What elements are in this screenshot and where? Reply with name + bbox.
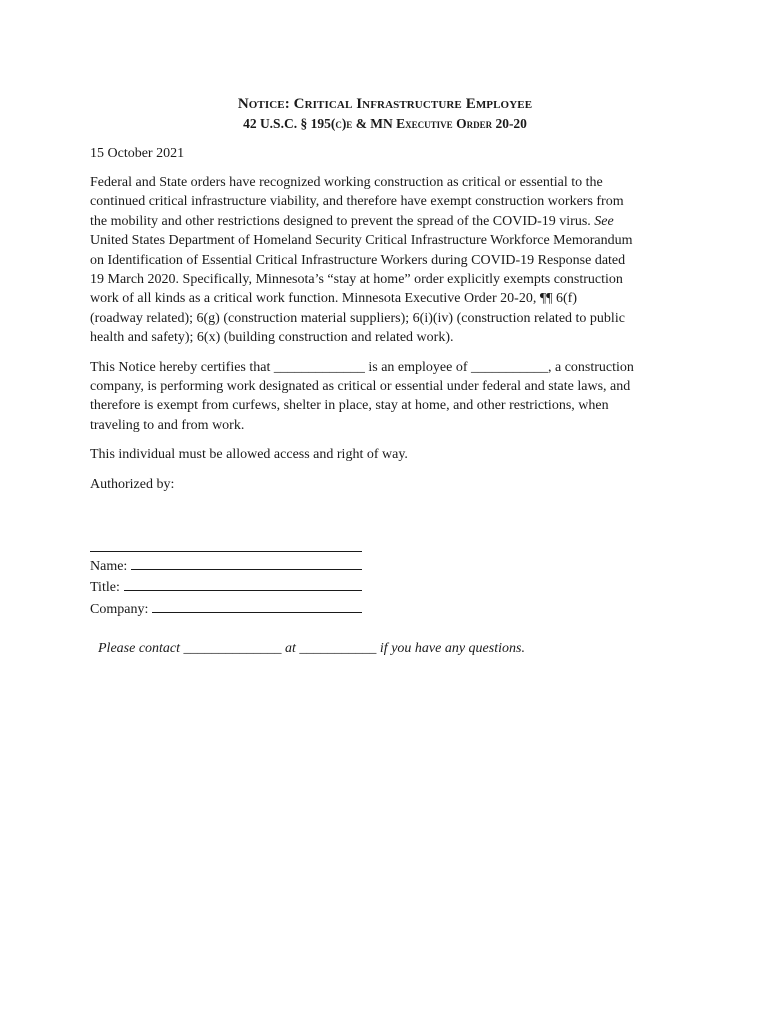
document-page xyxy=(90,94,680,658)
paragraph-orders-line: on Identification of Essential Critical Infrastructure Workers during COVID-19 Response dated xyxy=(90,252,626,268)
name-field-row xyxy=(90,555,362,577)
see-reference: See xyxy=(594,213,614,229)
paragraph-orders-text: the mobility and other restrictions designed to prevent the spread of the COVID-19 virus. xyxy=(90,213,595,229)
paragraph-certification-line: This Notice hereby certifies that _____________ is an employee of ___________, a construction xyxy=(90,359,634,375)
paragraph-orders-line xyxy=(90,212,680,231)
paragraph-orders-line: 19 March 2020. Specifically, Minnesota’s “stay at home” order explicitly exempts construction xyxy=(90,272,623,288)
document-date: 15 October 2021 xyxy=(90,146,185,161)
title-field-row xyxy=(90,576,362,598)
title-label: Title: xyxy=(90,580,120,596)
paragraph-orders-line: health and safety); 6(x) (building construction and related work). xyxy=(90,330,454,346)
signature-block xyxy=(90,540,362,620)
contact-line: Please contact ______________ at ___________ if you have any questions. xyxy=(98,641,525,657)
paragraph-certification-line: therefore is exempt from curfews, shelter in place, stay at home, and other restrictions, when xyxy=(90,398,609,414)
name-field[interactable] xyxy=(131,555,362,570)
paragraph-orders-line: (roadway related); 6(g) (construction material suppliers); 6(i)(iv) (construction related to public xyxy=(90,310,625,326)
document-subtitle: 42 U.S.C. § 195(c)e & MN Executive Order 20-20 xyxy=(243,116,527,131)
name-label: Name: xyxy=(90,558,128,574)
authorized-by-label: Authorized by: xyxy=(90,476,175,492)
paragraph-certification-line: traveling to and from work. xyxy=(90,417,245,433)
paragraph-orders-line: work of all kinds as a critical work function. Minnesota Executive Order 20-20, ¶¶ 6(f) xyxy=(90,291,577,307)
paragraph-access: This individual must be allowed access and right of way. xyxy=(90,447,408,463)
paragraph-certification-line: company, is performing work designated as critical or essential under federal and state laws, and xyxy=(90,379,631,395)
company-field[interactable] xyxy=(152,598,362,613)
signature-line[interactable] xyxy=(90,540,362,552)
document-title: Notice: Critical Infrastructure Employee xyxy=(237,96,533,112)
paragraph-orders-line: Federal and State orders have recognized working construction as critical or essential to the xyxy=(90,175,603,190)
company-field-row xyxy=(90,598,362,620)
paragraph-certification xyxy=(90,358,680,436)
title-field[interactable] xyxy=(124,576,362,591)
paragraph-orders-line: United States Department of Homeland Security Critical Infrastructure Workforce Memorandum xyxy=(90,233,633,249)
paragraph-orders xyxy=(90,173,680,348)
paragraph-orders-line: continued critical infrastructure viability, and therefore have exempt construction workers from xyxy=(90,194,624,210)
company-label: Company: xyxy=(90,601,149,617)
